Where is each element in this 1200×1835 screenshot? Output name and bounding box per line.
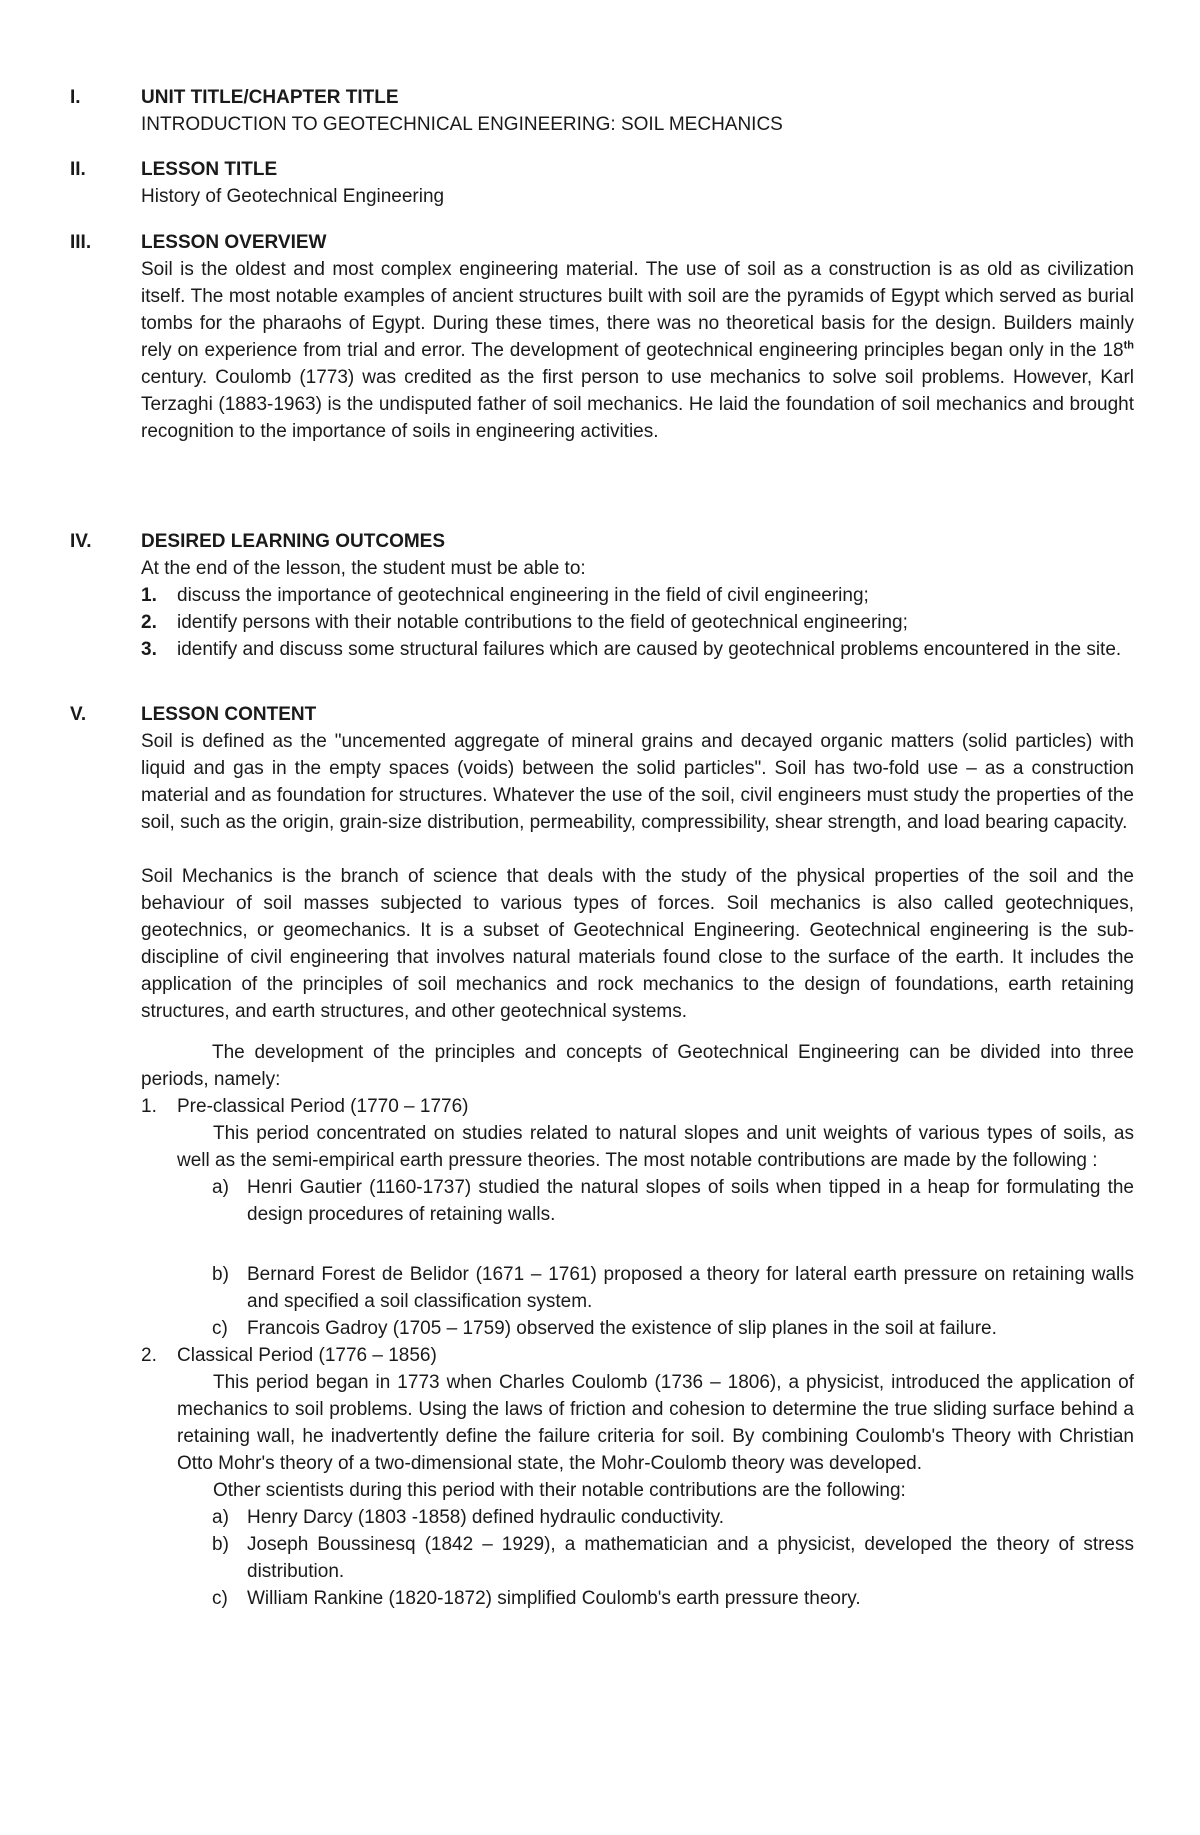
section-numeral: V.	[70, 704, 87, 725]
period-item	[141, 1342, 1134, 1369]
section-heading: LESSON CONTENT	[141, 704, 317, 725]
overview-text-part2: century. Coulomb (1773) was credited as the first person to use mechanics to solve soil problems. However, Karl Terzaghi (1883-1963) is the undisputed father of soil mechanics. He laid the foundation of soil mechanics and brought recognition to the importance of soils in engineering activities.	[141, 367, 1134, 442]
contributor-item	[141, 1531, 1134, 1585]
list-letter: a)	[212, 1507, 229, 1528]
overview-paragraph	[141, 256, 1134, 445]
list-letter: c)	[212, 1318, 228, 1339]
list-number: 2.	[141, 1345, 157, 1366]
content-paragraph-3: The development of the principles and concepts of Geotechnical Engineering can be divided into three periods, namely:	[141, 1042, 1134, 1090]
superscript-th: th	[1123, 339, 1134, 352]
section-numeral: II.	[70, 159, 86, 180]
period-title: Pre-classical Period (1770 – 1776)	[177, 1096, 469, 1117]
section-numeral: III.	[70, 232, 92, 253]
list-item-text: identify and discuss some structural failures which are caused by geotechnical problems encountered in the site.	[177, 639, 1122, 660]
contributor-item	[141, 1174, 1134, 1228]
contributor-text: Bernard Forest de Belidor (1671 – 1761) proposed a theory for lateral earth pressure on retaining walls and specified a soil classification system.	[247, 1264, 1134, 1312]
list-letter: c)	[212, 1588, 228, 1609]
list-number: 1.	[141, 1096, 157, 1117]
list-item-text: identify persons with their notable contributions to the field of geotechnical engineering;	[177, 612, 908, 633]
list-letter: b)	[212, 1534, 229, 1555]
list-number: 3.	[141, 639, 157, 660]
content-paragraph-1: Soil is defined as the "uncemented aggregate of mineral grains and decayed organic matters (solid particles) with liquid and gas in the empty spaces (voids) between the solid particles". Soil has two-fold use – as a construction material and as foundation for structures. Whatever the use of the soil, civil engineers must study the properties of the soil, such as the origin, grain-size distribution, permeability, compressibility, shear strength, and load bearing capacity.	[141, 731, 1134, 833]
contributor-text: Henri Gautier (1160-1737) studied the natural slopes of soils when tipped in a heap for formulating the design procedures of retaining walls.	[247, 1177, 1134, 1225]
section-heading: DESIRED LEARNING OUTCOMES	[141, 531, 446, 552]
list-letter: a)	[212, 1177, 229, 1198]
list-item-text: discuss the importance of geotechnical engineering in the field of civil engineering;	[177, 585, 869, 606]
section-lesson-content	[70, 701, 1134, 1612]
section-heading: LESSON OVERVIEW	[141, 232, 327, 253]
list-item	[141, 609, 1134, 636]
period-item	[141, 1093, 1134, 1120]
list-letter: b)	[212, 1264, 229, 1285]
section-heading: LESSON TITLE	[141, 159, 278, 180]
contributor-text: Francois Gadroy (1705 – 1759) observed the existence of slip planes in the soil at failure.	[247, 1318, 997, 1339]
contributor-item	[141, 1261, 1134, 1315]
lesson-title-text: History of Geotechnical Engineering	[141, 186, 445, 207]
section-lesson-overview	[70, 229, 1134, 445]
list-number: 1.	[141, 585, 157, 606]
outcomes-intro: At the end of the lesson, the student must be able to:	[141, 558, 586, 579]
unit-title-text: INTRODUCTION TO GEOTECHNICAL ENGINEERING: SOIL MECHANICS	[141, 114, 783, 135]
contributor-item	[141, 1585, 1134, 1612]
section-learning-outcomes	[70, 528, 1134, 663]
list-item	[141, 636, 1134, 663]
overview-text-part1: Soil is the oldest and most complex engineering material. The use of soil as a construction is as old as civilization itself. The most notable examples of ancient structures built with soil are the pyramids of Egypt which served as burial tombs for the pharaohs of Egypt. During these times, there was no theoretical basis for the design. Builders mainly rely on experience from trial and error. The development of geotechnical engineering principles began only in the 18	[141, 259, 1134, 361]
period-title: Classical Period (1776 – 1856)	[177, 1345, 437, 1366]
list-number: 2.	[141, 612, 157, 633]
contributor-item	[141, 1315, 1134, 1342]
section-unit-title	[70, 84, 1134, 138]
section-numeral: I.	[70, 87, 81, 108]
section-heading: UNIT TITLE/CHAPTER TITLE	[141, 87, 399, 108]
section-lesson-title	[70, 156, 1134, 210]
contributor-text: Henry Darcy (1803 -1858) defined hydraulic conductivity.	[247, 1507, 724, 1528]
contributor-text: William Rankine (1820-1872) simplified Coulomb's earth pressure theory.	[247, 1588, 861, 1609]
period-description: This period began in 1773 when Charles Coulomb (1736 – 1806), a physicist, introduced the application of mechanics to soil problems. Using the laws of friction and cohesion to determine the true sliding surface behind a retaining wall, he inadvertently define the failure criteria for soil. By combining Coulomb's Theory with Christian Otto Mohr's theory of a two-dimensional state, the Mohr-Coulomb theory was developed.	[177, 1372, 1134, 1474]
section-numeral: IV.	[70, 531, 92, 552]
period-description: This period concentrated on studies related to natural slopes and unit weights of various types of soils, as well as the semi-empirical earth pressure theories. The most notable contributions are made by the following :	[177, 1123, 1134, 1171]
contributor-item	[141, 1504, 1134, 1531]
contributor-text: Joseph Boussinesq (1842 – 1929), a mathematician and a physicist, developed the theory of stress distribution.	[247, 1534, 1134, 1582]
content-paragraph-2: Soil Mechanics is the branch of science that deals with the study of the physical properties of the soil and the behaviour of soil masses subjected to various types of forces. Soil mechanics is also called geotechniques, geotechnics, or geomechanics. It is a subset of Geotechnical Engineering. Geotechnical engineering is the sub-discipline of civil engineering that involves natural materials found close to the surface of the earth. It includes the application of the principles of soil mechanics and rock mechanics to the design of foundations, earth retaining structures, and earth structures, and other geotechnical systems.	[141, 866, 1134, 1022]
list-item	[141, 582, 1134, 609]
period-description-2: Other scientists during this period with their notable contributions are the following:	[213, 1480, 906, 1501]
